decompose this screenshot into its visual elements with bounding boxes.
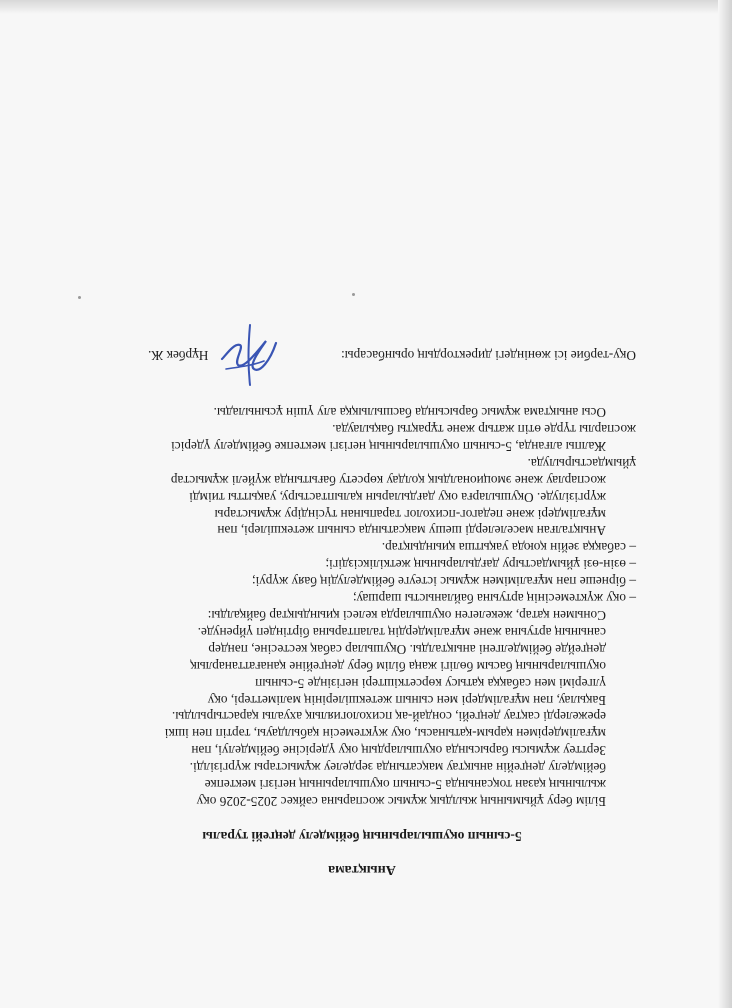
list-item: – оқу жүктемесінің артуына байланысты шаршау; — [352, 591, 636, 607]
list-item: – өзін-өзі ұйымдастыру дағдыларының жеткіліксіздігі; — [325, 557, 636, 573]
scanner-shadow-right — [718, 0, 732, 1008]
document-subtitle: 5-сынып оқушыларының бейімделу деңгейі туралы — [202, 829, 522, 844]
document-title: Анықтама — [328, 862, 396, 877]
paragraph-2 — [88, 454, 636, 539]
handwritten-signature — [214, 321, 284, 391]
text-line: оқушыларының басым бөлігі жаңа білім беру деңгейіне қанағаттанарлық — [190, 658, 606, 674]
text-line: Зерттеу жұмысы барысында оқушылардың оқу үдерісіне бейімделуі, пән — [191, 743, 606, 759]
text-line: Сонымен қатар, жекелеген оқушыларда келесі қиындықтар байқалды: — [207, 608, 606, 624]
text-line: жоспарлау және эмоционалдық қолдау көрсету бағытында жүйелі жұмыстар — [170, 472, 606, 488]
signatory-role: Оқу-тәрбие ісі жөніндегі директордың орынбасары: — [341, 348, 636, 364]
list-item: – бірнеше пән мұғалімімен жұмыс істеуге бейімделудің баяу жүруі; — [251, 574, 636, 590]
text-line: бейімделу деңгейін анықтау мақсатында зерделеу жұмыстары жүргізілді. — [189, 760, 606, 776]
signature-block — [88, 343, 636, 363]
paragraph-3 — [88, 420, 636, 454]
text-line: Жалпы алғанда, 5-сынып оқушыларының негізгі мектепке бейімделу үдерісі — [171, 438, 606, 454]
paragraph-1 — [88, 606, 636, 809]
signatory-name: Нұрбек Ж. — [148, 348, 209, 364]
list-item: – сабаққа зейін қоюда уақытша қиындықтар. — [381, 540, 636, 556]
text-line: жүргізілуде. Оқушыларға оқу дағдыларын қалыптастыру, уақытты тиімді — [189, 489, 606, 505]
text-line: деңгейде бейімделгені анықталды. Оқушылар сабақ кестесіне, пәндер — [208, 641, 606, 657]
text-line: Бақылау, пән мұғалімдері мен сынып жетекшілерінің мәліметтері, оқу — [207, 692, 606, 708]
text-line: үлгерімі мен сабаққа қатысу көрсеткіштері негізінде 5-сынып — [255, 675, 606, 691]
text-line: жоспарлы түрде өтіп жатыр және тұрақты бақылауда. — [332, 422, 636, 438]
text-line: Осы анықтама жұмыс барысында басшылыққа алу үшін ұсынылады. — [213, 405, 606, 421]
text-line: мұғалімдері және педагог-психолог тарапынан түсіндіру жұмыстары — [214, 506, 606, 522]
text-line: ережелерді сақтау деңгейі, сондай-ақ психологиялық ахуалы қарастырылды. — [171, 709, 606, 725]
dust-speck — [78, 296, 81, 299]
text-line: ұйымдастырылуда. — [527, 455, 636, 471]
document-body-rotated — [88, 87, 636, 877]
text-line: жылының қазан тоқсанында 5-сынып оқушыларының негізгі мектепке — [204, 777, 606, 793]
text-line: мұғалімдерімен қарым-қатынасы, оқу жүктемесін қабылдауы, тәртіп пен ішкі — [164, 726, 606, 742]
text-line: Анықталған мәселелерді шешу мақсатында сынып жетекшілері, пән — [217, 523, 606, 539]
difficulties-list — [88, 539, 636, 607]
text-line: Білім беру ұйымының жылдық жұмыс жоспарына сәйкес 2025-2026 оқу — [196, 794, 606, 809]
paragraph-4 — [88, 403, 636, 420]
text-line: санының артуына және мұғалімдердің талаптарына біртіндеп үйренуде. — [197, 624, 606, 640]
scanner-shadow-top — [0, 0, 732, 14]
